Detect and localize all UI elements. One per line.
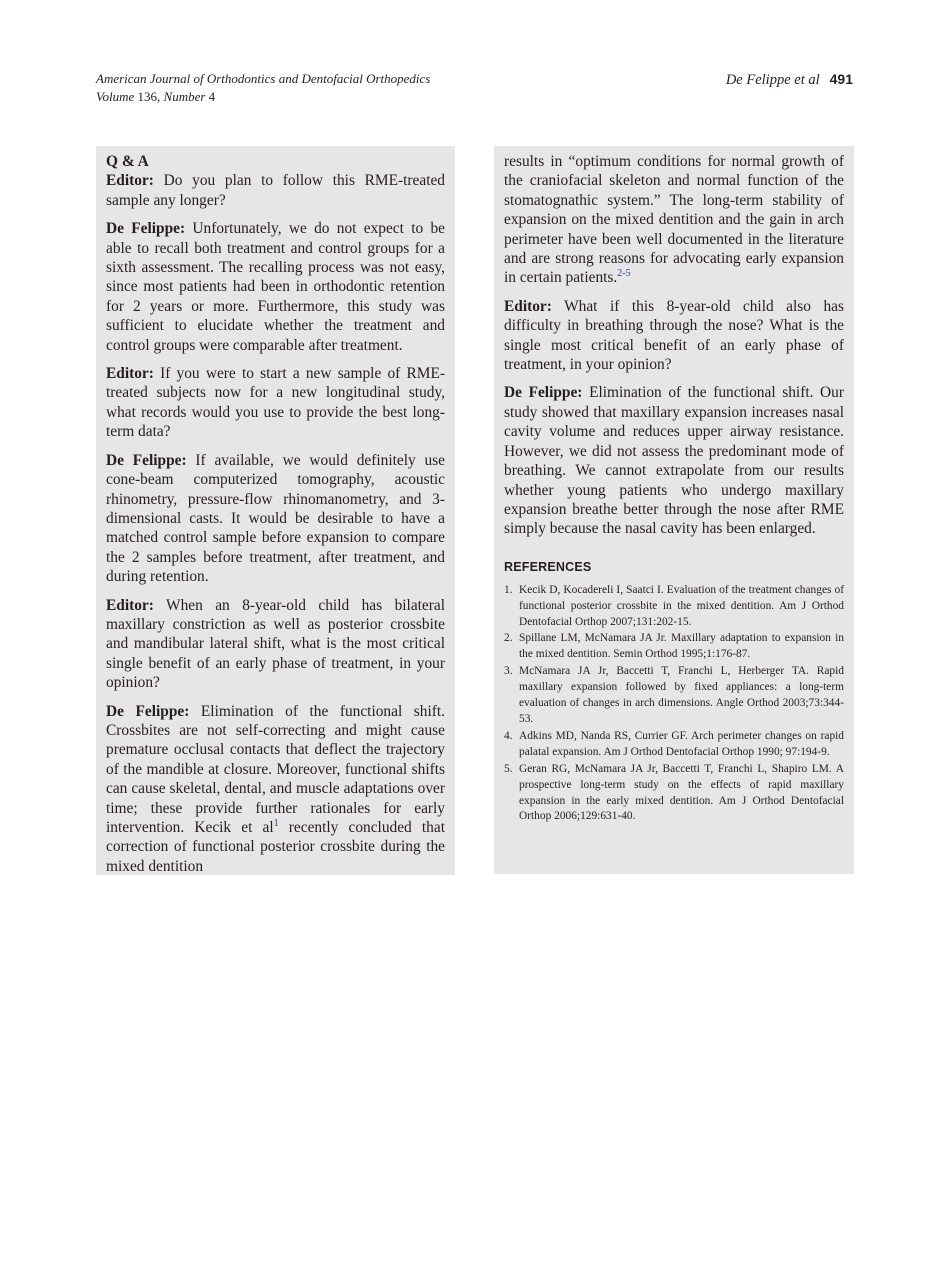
reference-item (504, 664, 844, 728)
reference-text: McNamara JA Jr, Baccetti T, Franchi L, Herberger TA. Rapid maxillary expansion followed by fixed appliances: a long-term evaluation of changes in arch dimensions. Angle Orthod 2003;73:344-53. (519, 665, 844, 725)
running-header-left (96, 70, 430, 106)
paragraph-text: What if this 8-year-old child also has difficulty in breathing through the nose? What is the single most critical benefit of an early phase of treatment, in your opinion? (504, 297, 844, 374)
speaker-label: Editor: (106, 172, 154, 190)
reference-text: Spillane LM, McNamara JA Jr. Maxillary adaptation to expansion in the mixed dentition. Semin Orthod 1995;1:176-87. (519, 632, 844, 661)
journal-title: American Journal of Orthodontics and Dentofacial Orthopedics (96, 71, 431, 86)
reference-text: Geran RG, McNamara JA Jr, Baccetti T, Franchi L, Shapiro LM. A prospective long-term study on the effects of rapid maxillary expansion in the early mixed dentition. Am J Orthod Dentofacial Orthop 2006;129:631-40. (519, 762, 844, 823)
paragraph-text: Elimination of the functional shift. Crossbites are not self-correcting and might cause premature occlusal contacts that deflect the trajectory of the mandible at closure. Moreover, functional shifts can cause skeletal, dental, and muscle adaptations over time; these provide further rationales for early intervention. Kecik et al (106, 702, 445, 836)
qa-paragraph (106, 451, 445, 587)
paragraph-text: Elimination of the functional shift. Our study showed that maxillary expansion increases nasal cavity volume and reduces upper airway resistance. However, we did not assess the predominant mode of breathing. We cannot extrapolate from our results whether young patients who undergo maxillary expansion breathe better through the nose after RME simply because the nasal cavity has been enlarged. (504, 384, 844, 538)
speaker-label: De Felippe: (106, 451, 187, 469)
page-number: 491 (829, 71, 853, 87)
speaker-label: De Felippe: (106, 220, 186, 238)
citation-link[interactable]: 2-5 (617, 268, 631, 280)
qa-paragraph (106, 596, 445, 693)
reference-text: Kecik D, Kocadereli I, Saatci I. Evaluation of the treatment changes of functional posterior crossbite in the mixed dentition. Am J Orthod Dentofacial Orthop 2007;131:202-15. (519, 583, 844, 628)
paragraph-text: Unfortunately, we do not expect to be able to recall both treatment and control groups for a sixth assessment. The recalling process was not easy, since most patients had been in orthodontic retention for 2 years or more. Furthermore, this study was sufficient to elucidate whether the treatment and control groups were comparable after treatment. (106, 220, 445, 354)
volume-issue: Volume 136, Number 4 (96, 89, 216, 104)
speaker-label: Editor: (504, 297, 552, 315)
reference-number: 5. (504, 762, 513, 775)
running-author: De Felippe et al (725, 72, 820, 88)
speaker-label: Editor: (106, 365, 154, 383)
qa-paragraph-continued (504, 152, 844, 288)
paragraph-text: When an 8-year-old child has bilateral maxillary constriction as well as posterior crossbite and mandibular lateral shift, what is the most critical single benefit of an early phase of treatment, in your opinion? (106, 596, 445, 692)
reference-item (504, 583, 844, 631)
paragraph-text: If you were to start a new sample of RME-treated subjects now for a new longitudinal study, what records would you use to provide the best long-term data? (106, 365, 445, 441)
paragraph-text: Do you plan to follow this RME-treated sample any longer? (106, 172, 445, 209)
qa-paragraph (106, 219, 445, 355)
qa-title: Q & A (106, 153, 149, 170)
reference-number: 4. (504, 729, 513, 742)
qa-paragraph (106, 364, 445, 442)
speaker-label: Editor: (106, 596, 154, 614)
running-header-right (726, 70, 853, 89)
right-column (494, 146, 854, 874)
reference-item (504, 631, 844, 663)
qa-paragraph (504, 297, 844, 375)
reference-number: 3. (504, 665, 513, 678)
reference-item (504, 762, 844, 826)
speaker-label: De Felippe: (106, 702, 190, 720)
left-column (96, 146, 455, 875)
qa-paragraph (106, 702, 445, 877)
reference-item (504, 729, 844, 761)
speaker-label: De Felippe: (504, 384, 583, 402)
reference-number: 2. (504, 632, 513, 645)
references-list (504, 583, 844, 826)
paragraph-text-continued: recently concluded that correction of functional posterior crossbite during the mixed dentition (106, 819, 445, 875)
qa-paragraph (504, 383, 844, 538)
reference-text: Adkins MD, Nanda RS, Currier GF. Arch perimeter changes on rapid palatal expansion. Am J Orthod Dentofacial Orthop 1990; 97:194-9. (519, 729, 844, 758)
reference-number: 1. (504, 583, 513, 596)
qa-paragraph (106, 171, 445, 210)
references-heading: REFERENCES (504, 559, 592, 574)
paragraph-text: results in “optimum conditions for normal growth of the craniofacial skeleton and normal function of the stomatognathic system.” The long-term stability of expansion on the mixed dentition and the gain in arch perimeter have been well documented in the literature and are strong reasons for advocating early expansion in certain patients. (504, 153, 844, 287)
citation-link[interactable]: 1 (273, 818, 279, 829)
paragraph-text: If available, we would definitely use cone-beam computerized tomography, acoustic rhinometry, pressure-flow rhinomanometry, and 3-dimensional casts. It would be desirable to have a matched control sample before expansion to compare the 2 samples before treatment, after treatment, and during retention. (106, 451, 445, 586)
